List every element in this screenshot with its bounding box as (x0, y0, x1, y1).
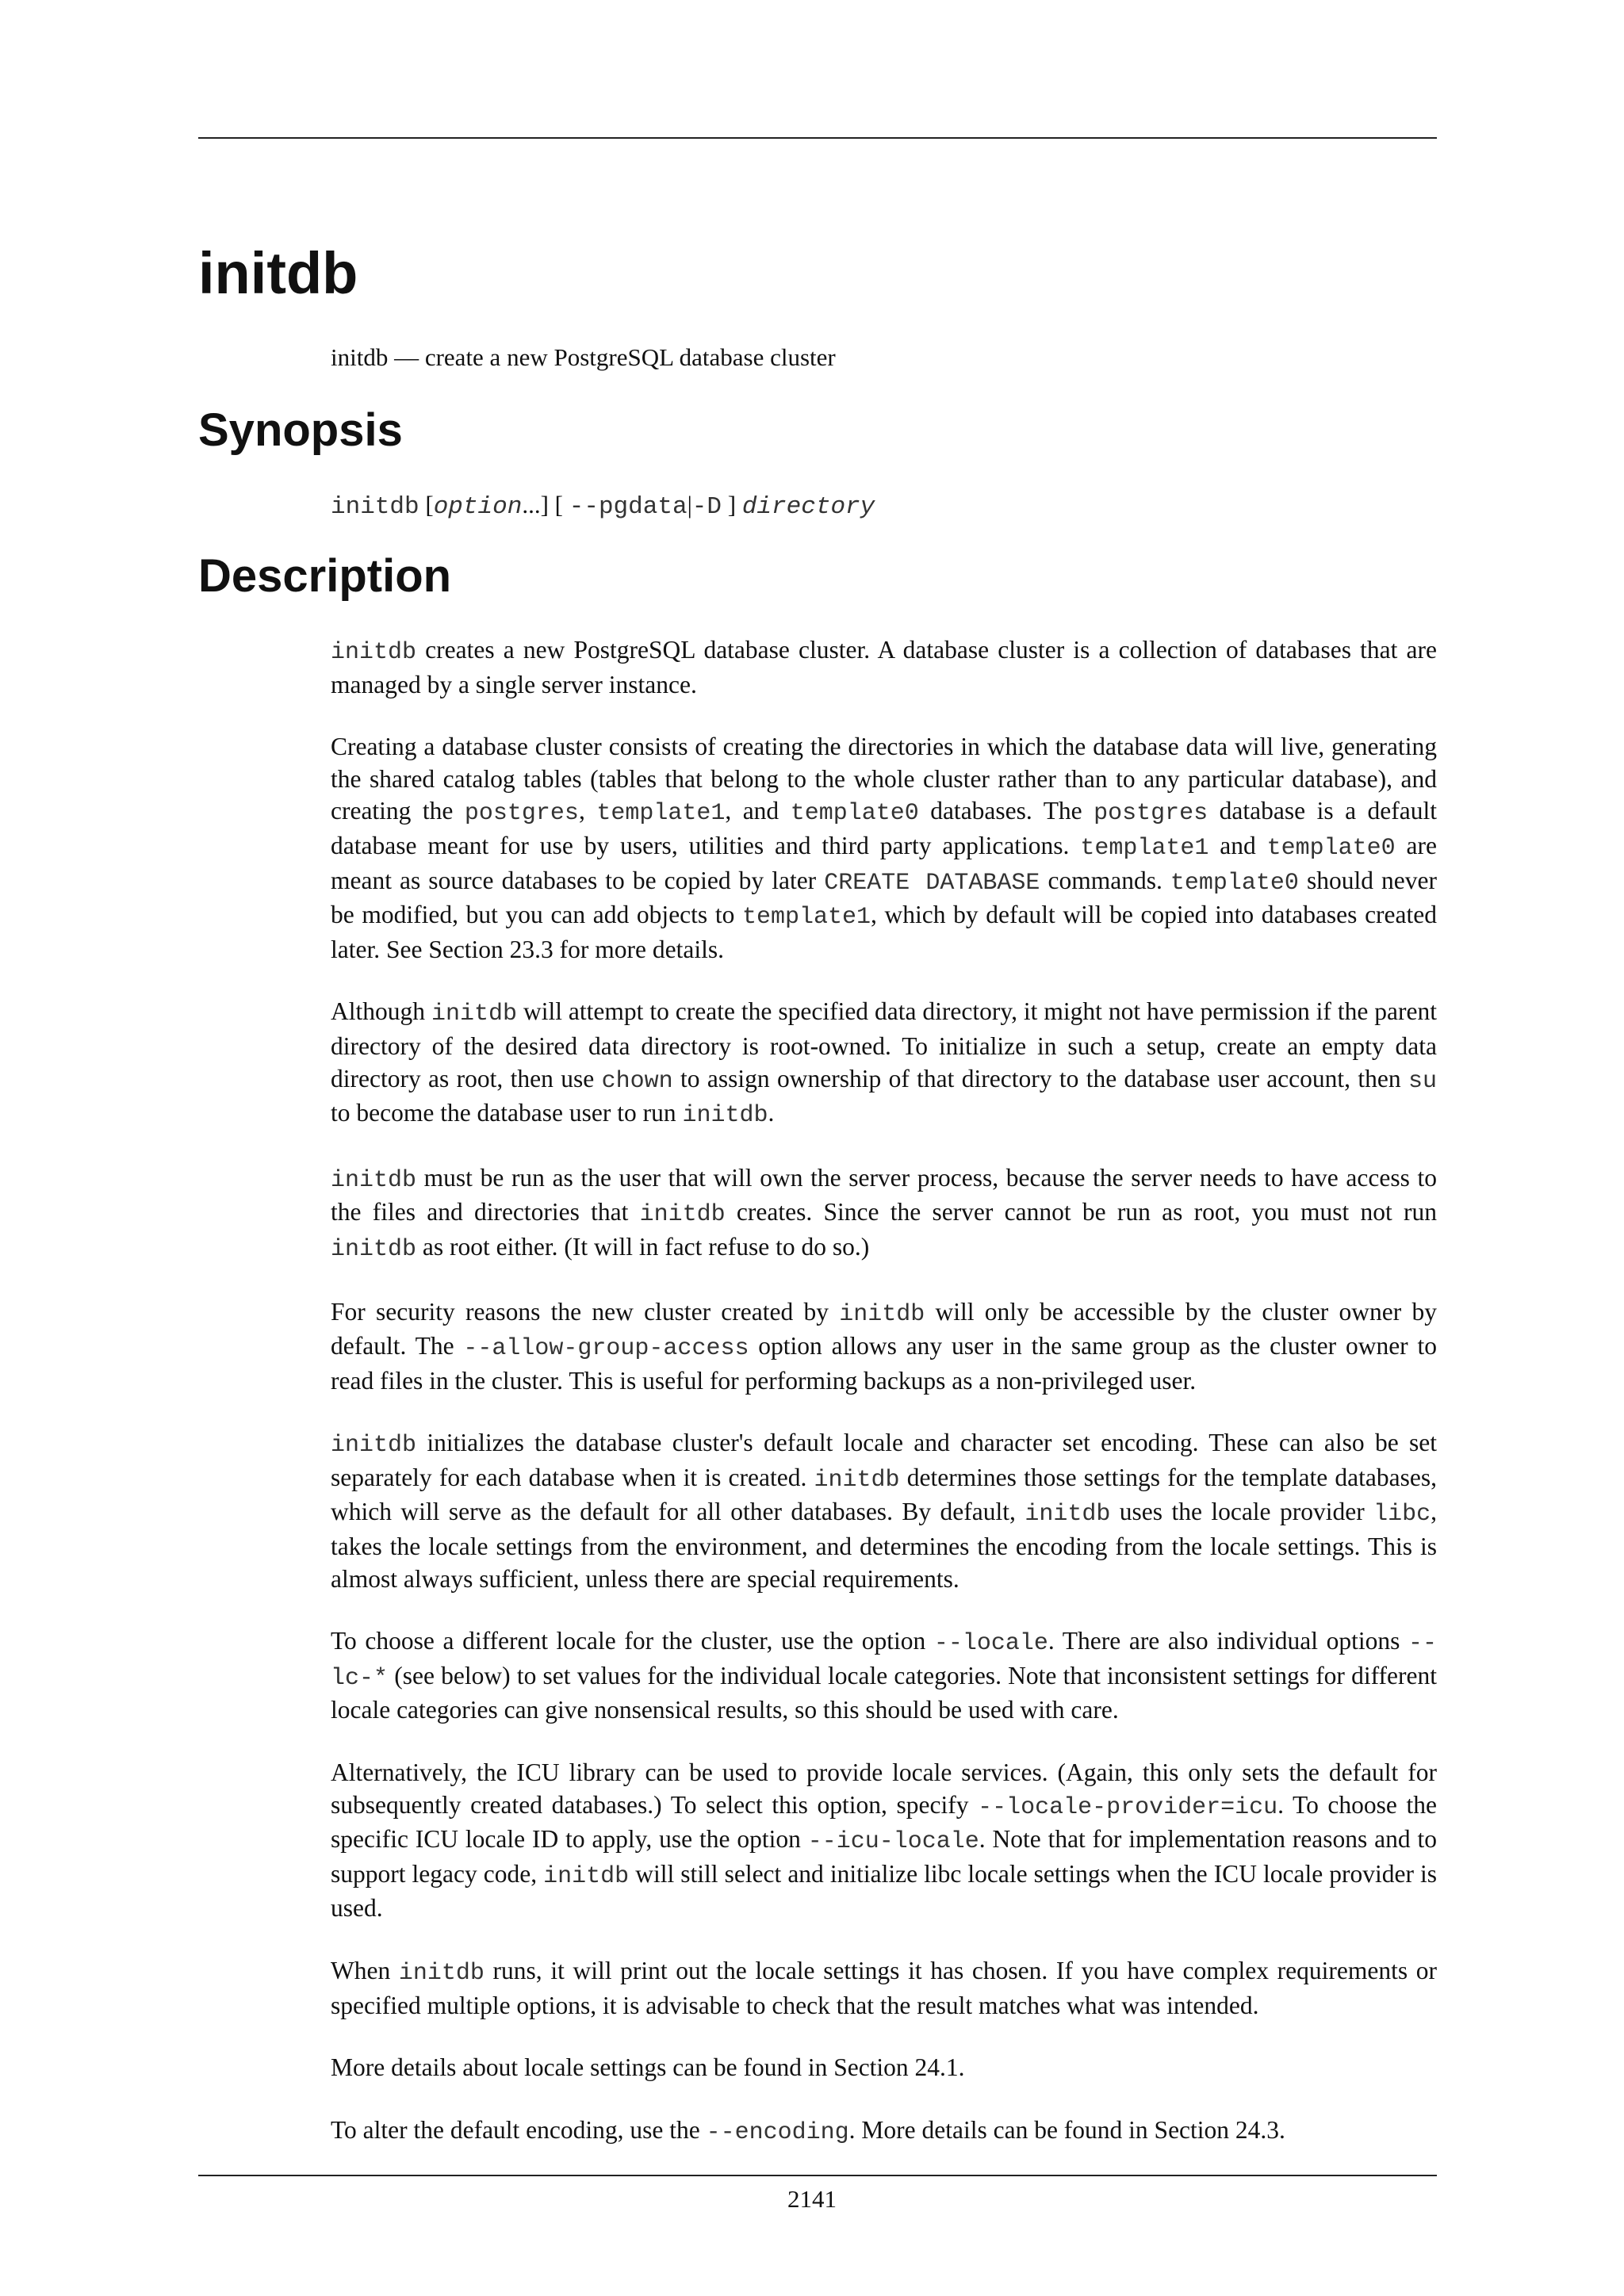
text-run: must be run as the user that will own the server process, because the server needs to have access to the files and directories that (331, 1163, 1437, 1226)
text-run: . There are also individual options (1048, 1627, 1408, 1655)
description-paragraph (331, 1625, 1437, 1727)
text-run: option allows any user in the same group as the cluster owner to read files in the cluster. This is useful for performing backups as a non-privileged user. (331, 1332, 1438, 1395)
inline-code: initdb (331, 1166, 417, 1194)
inline-code: initdb (331, 1432, 417, 1460)
inline-code: --lc-* (331, 1630, 1437, 1692)
inline-code: --locale-provider=icu (978, 1793, 1278, 1821)
text-run: runs, it will print out the locale settings it has chosen. If you have complex requirements or specified multiple options, it is advisable to check that the result matches what was intended. (331, 1957, 1437, 2019)
inline-code: template1 (596, 800, 726, 828)
text-run: To alter the default encoding, use the (331, 2115, 707, 2144)
synopsis-bracket: ] (727, 491, 737, 519)
inline-code: initdb (1025, 1501, 1111, 1529)
inline-code: template0 (1170, 869, 1299, 897)
inline-code: postgres (1094, 800, 1208, 828)
text-run: To choose a different locale for the cluster, use the option (331, 1627, 934, 1655)
text-run: will attempt to create the specified data directory, it might not have permission if the parent directory of the desired data directory is root-owned. To initialize in such a setup, create an empty data directory as root, then use (331, 997, 1437, 1093)
text-run: and (1208, 831, 1267, 859)
inline-code: initdb (814, 1466, 900, 1494)
synopsis-bracket: [ (425, 491, 434, 519)
inline-code: libc (1373, 1501, 1431, 1529)
text-run: Although (331, 997, 431, 1026)
description-paragraph (331, 731, 1437, 966)
inline-code: --allow-group-access (463, 1335, 749, 1363)
inline-code: initdb (839, 1300, 925, 1328)
synopsis-heading: Synopsis (198, 404, 403, 456)
description-paragraph (331, 1296, 1437, 1398)
text-run: More details about locale settings can be found in Section 24.1. (331, 2053, 965, 2082)
inline-code: su (1408, 1067, 1437, 1095)
synopsis-ellipsis: ... (522, 491, 541, 519)
text-run: determines those settings for the template databases, which will serve as the default for all other databases. By default, (331, 1463, 1437, 1526)
page-title: initdb (198, 240, 358, 306)
text-run: should never be modified, but you can add objects to (331, 866, 1438, 929)
inline-code: initdb (431, 1001, 517, 1028)
text-run: as root either. (It will in fact refuse to do so.) (416, 1232, 870, 1261)
inline-code: initdb (682, 1102, 768, 1130)
text-run: are meant as source databases to be copied by later (331, 831, 1438, 894)
inline-code: initdb (331, 1235, 417, 1263)
inline-code: postgres (464, 800, 579, 828)
refpurpose: initdb — create a new PostgreSQL database cluster (331, 343, 836, 371)
synopsis-d-option: -D (691, 493, 722, 521)
text-run: Creating a database cluster consists of creating the directories in which the database data will live, generating the shared catalog tables (tables that belong to the whole cluster rather than to any particular database), and creating the (331, 733, 1437, 825)
description-paragraph (331, 1955, 1437, 2022)
page-number: 2141 (787, 2185, 837, 2213)
synopsis-pipe: | (687, 491, 692, 519)
text-run: . More details can be found in Section 24.3. (848, 2115, 1285, 2144)
inline-code: --encoding (706, 2118, 849, 2146)
text-run: , (578, 797, 597, 825)
text-run: to become the database user to run (331, 1099, 683, 1127)
inline-code: --icu-locale (807, 1828, 979, 1856)
inline-code: template1 (1080, 834, 1209, 862)
text-run: will only be accessible by the cluster owner by default. The (331, 1297, 1437, 1360)
synopsis-bracket: [ (554, 491, 563, 519)
inline-code: initdb (543, 1862, 630, 1890)
text-run: When (331, 1957, 399, 1984)
text-run: . (768, 1099, 775, 1127)
text-run: , which by default will be copied into databases created later. See Section 23.3 for more details. (331, 901, 1437, 963)
text-run: databases. The (918, 797, 1094, 825)
inline-code: template0 (790, 800, 919, 828)
synopsis-directory: directory (741, 493, 875, 521)
header-rule (198, 137, 1437, 139)
synopsis-command: initdb (331, 493, 419, 521)
inline-code: --locale (933, 1630, 1048, 1658)
text-run: . To choose the specific ICU locale ID to apply, use the option (331, 1790, 1437, 1854)
text-run: to assign ownership of that directory to the database user account, then (672, 1064, 1408, 1093)
text-run: commands. (1040, 866, 1170, 894)
inline-code: template1 (741, 904, 871, 932)
description-paragraph (331, 2052, 1437, 2084)
text-run: initializes the database cluster's default locale and character set encoding. These can also be set separately for each database when it is created. (331, 1429, 1437, 1491)
text-run: , and (725, 797, 791, 825)
inline-code: initdb (398, 1960, 485, 1987)
inline-code: template0 (1266, 834, 1396, 862)
description-paragraph (331, 1162, 1437, 1266)
synopsis-command-line (331, 489, 875, 523)
synopsis-bracket: ] (540, 491, 549, 519)
text-run: . Note that for implementation reasons and to support legacy code, (331, 1825, 1437, 1888)
inline-code: CREATE DATABASE (824, 869, 1040, 897)
text-run: creates a new PostgreSQL database cluster. A database cluster is a collection of databases that are managed by a single server instance. (331, 636, 1437, 698)
description-paragraph (331, 1757, 1437, 1925)
description-paragraph (331, 1427, 1437, 1595)
description-paragraph (331, 634, 1437, 701)
description-heading: Description (198, 550, 452, 602)
text-run: creates. Since the server cannot be run as root, you must not run (725, 1198, 1437, 1226)
text-run: For security reasons the new cluster created by (331, 1297, 840, 1326)
synopsis-option: option (433, 493, 523, 521)
text-run: Alternatively, the ICU library can be used to provide locale services. (Again, this only sets the default for subsequently created databases.) To select this option, specify (331, 1758, 1437, 1819)
text-run: , takes the locale settings from the environment, and determines the encoding from the locale settings. This is almost always sufficient, unless there are special requirements. (331, 1498, 1437, 1593)
inline-code: chown (601, 1067, 673, 1095)
description-body (331, 634, 1437, 2179)
synopsis-pgdata-option: --pgdata (569, 493, 688, 521)
description-paragraph (331, 996, 1437, 1131)
text-run: database is a default database meant for use by users, utilities and third party applications. (331, 797, 1438, 859)
text-run: uses the locale provider (1110, 1498, 1374, 1526)
inline-code: initdb (639, 1201, 726, 1229)
text-run: (see below) to set values for the individual locale categories. Note that inconsistent settings for different locale categories can give nonsensical results, so this should be used with care. (331, 1661, 1437, 1724)
description-paragraph (331, 2114, 1437, 2149)
text-run: will still select and initialize libc locale settings when the ICU locale provider is used. (331, 1859, 1437, 1923)
inline-code: initdb (331, 639, 417, 666)
footer-rule (198, 2175, 1437, 2176)
